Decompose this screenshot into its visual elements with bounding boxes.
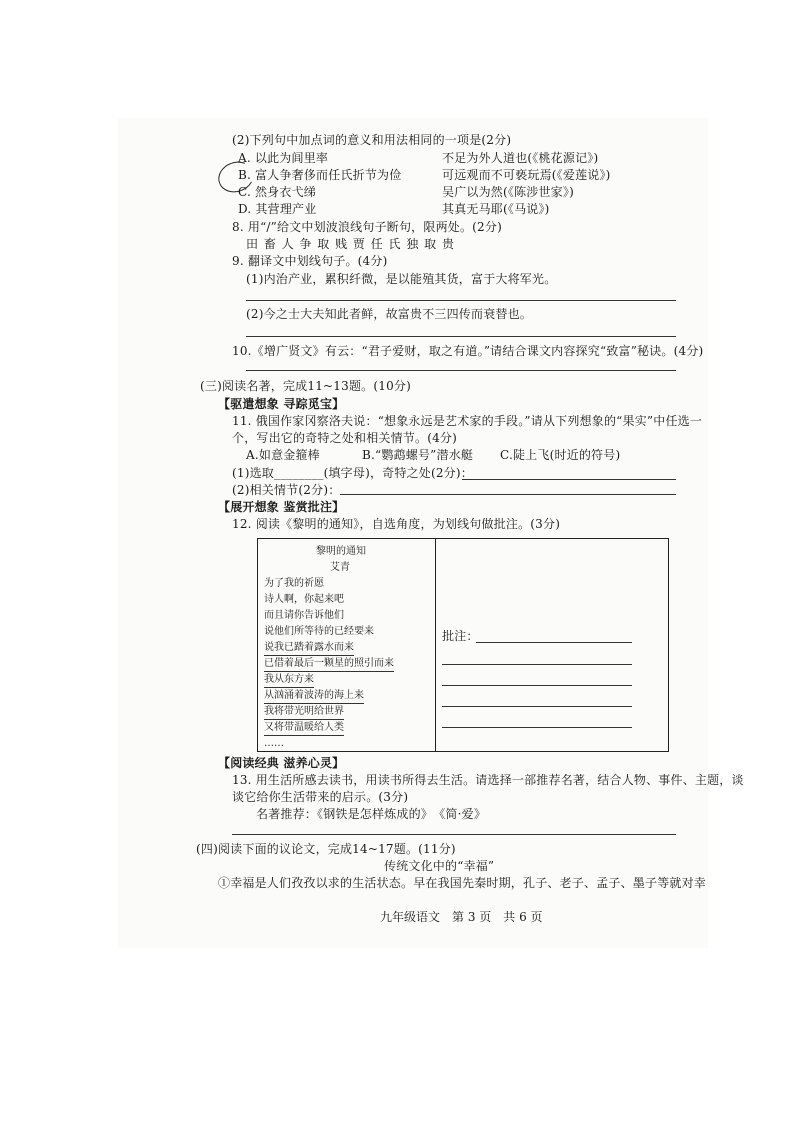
q7-option-b-left: B. 富人争奢侈而任氏折节为俭 <box>238 168 402 182</box>
poem-line-7-underlined: 我从东方来 <box>264 672 314 688</box>
q11-blank-2-label: (2)相关情节(2分)： <box>232 483 341 497</box>
q11-option-b: B.“鹦鹉螺号”潜水艇 <box>362 448 474 462</box>
q11-option-a: A.如意金箍棒 <box>246 448 320 462</box>
subsection-heading-1: 【驱遣想象 寻踪觅宝】 <box>218 397 345 411</box>
section-4-title: (四)阅读下面的议论文，完成14~17题。(11分) <box>196 842 456 856</box>
essay-paragraph-1: ①幸福是人们孜孜以求的生活状态。早在我国先秦时期，孔子、老子、孟子、墨子等就对幸 <box>218 876 707 890</box>
q8-sentence: 田 畜 人 争 取 贱 贾 任 氏 独 取 贵 <box>246 237 455 251</box>
q11-answer-line-2[interactable] <box>340 494 676 495</box>
poem-line-10-underlined: 又将带温暖给人类 <box>264 720 344 736</box>
q11-blank-1-label: (1)选取________(填字母)，奇特之处(2分)： <box>232 466 473 480</box>
annotation-line-4[interactable] <box>442 706 632 707</box>
q11-stem-line-2: 个，写出它的奇特之处和相关情节。(4分) <box>232 431 457 445</box>
q10-answer-line[interactable] <box>246 370 676 371</box>
subsection-heading-3: 【阅读经典 滋养心灵】 <box>218 756 345 770</box>
poem-line-9-underlined: 我将带光明给世界 <box>264 704 344 720</box>
q7-option-a-left: A. 以此为闾里率 <box>238 151 329 165</box>
page-footer: 九年级语文 第 3 页 共 6 页 <box>380 910 543 924</box>
q11-answer-line-1[interactable] <box>462 479 676 480</box>
poem-line-8-underlined: 从汹涌着波涛的海上来 <box>264 688 364 704</box>
poem-line-2: 诗人啊，你起来吧 <box>264 594 344 605</box>
annotation-line-5[interactable] <box>442 727 632 728</box>
q13-answer-line[interactable] <box>232 834 676 835</box>
q8-stem: 8. 用“/”给文中划波浪线句子断句，限两处。(2分) <box>232 220 502 234</box>
poem-line-4: 说他们所等待的已经要来 <box>264 626 374 637</box>
poem-author: 艾青 <box>330 562 350 573</box>
subsection-heading-2: 【展开想象 鉴赏批注】 <box>218 500 345 514</box>
poem-line-5-underlined: 说我已踏着露水而来 <box>264 640 354 656</box>
poem-line-3: 而且请你告诉他们 <box>264 610 344 621</box>
q13-stem-line-1: 13. 用生活所感去读书，用读书所得去生活。请选择一部推荐名著，结合人物、事件、主题，谈 <box>232 773 744 787</box>
annotation-label: 批注： <box>442 629 479 643</box>
q13-stem-line-2: 谈它给你生活带来的启示。(3分) <box>232 790 409 804</box>
q13-book-recommendations: 名著推荐：《钢铁是怎样炼成的》 《简·爱》 <box>256 807 487 821</box>
annotation-table-divider <box>435 539 436 751</box>
q7-option-c-left: C. 然身衣弋绨 <box>238 185 316 199</box>
q9-sentence-2: (2)今之士大夫知此者鲜，故富贵不三四传而衰替也。 <box>246 307 532 321</box>
q10-stem: 10.《增广贤文》有云：“君子爱财，取之有道。”请结合课文内容探究“致富”秘诀。(4分) <box>232 344 704 358</box>
poem-title: 黎明的通知 <box>316 546 366 557</box>
q9-stem: 9. 翻译文中划线句子。(4分) <box>232 254 388 268</box>
q7-option-b-right: 可远观而不可亵玩焉(《爱莲说》) <box>442 168 611 182</box>
q9-answer-line-2[interactable] <box>246 336 676 337</box>
q9-sentence-1: (1)内治产业，累积纤微，是以能殖其货，富于大将军光。 <box>246 272 557 286</box>
q7-option-a-right: 不足为外人道也(《桃花源记》) <box>442 151 599 165</box>
q12-stem: 12. 阅读《黎明的通知》，自选角度，为划线句做批注。(3分) <box>232 517 561 531</box>
essay-title: 传统文化中的“幸福” <box>384 859 495 873</box>
poem-ellipsis: …… <box>264 738 284 749</box>
q7-2-stem: (2)下列句中加点词的意义和用法相同的一项是(2分) <box>232 133 512 147</box>
q11-stem-line-1: 11. 俄国作家冈察洛夫说：“想象永远是艺术家的手段。”请从下列想象的“果实”中任选一 <box>232 414 703 428</box>
annotation-line-3[interactable] <box>442 685 632 686</box>
poem-line-1: 为了我的祈愿 <box>264 578 324 589</box>
q9-answer-line-1[interactable] <box>246 300 676 301</box>
q7-option-c-right: 吴广以为然(《陈涉世家》) <box>442 185 574 199</box>
annotation-line-2[interactable] <box>442 664 632 665</box>
section-3-title: (三)阅读名著，完成11~13题。(10分) <box>200 379 411 393</box>
annotation-line-1[interactable] <box>476 642 632 643</box>
q11-option-c: C.陡上飞(时近的符号) <box>500 448 621 462</box>
q7-option-d-left: D. 其营理产业 <box>238 202 317 216</box>
poem-line-6-underlined: 已借着最后一颗星的照引而来 <box>264 656 394 672</box>
q7-option-d-right: 其真无马耶(《马说》) <box>442 202 550 216</box>
